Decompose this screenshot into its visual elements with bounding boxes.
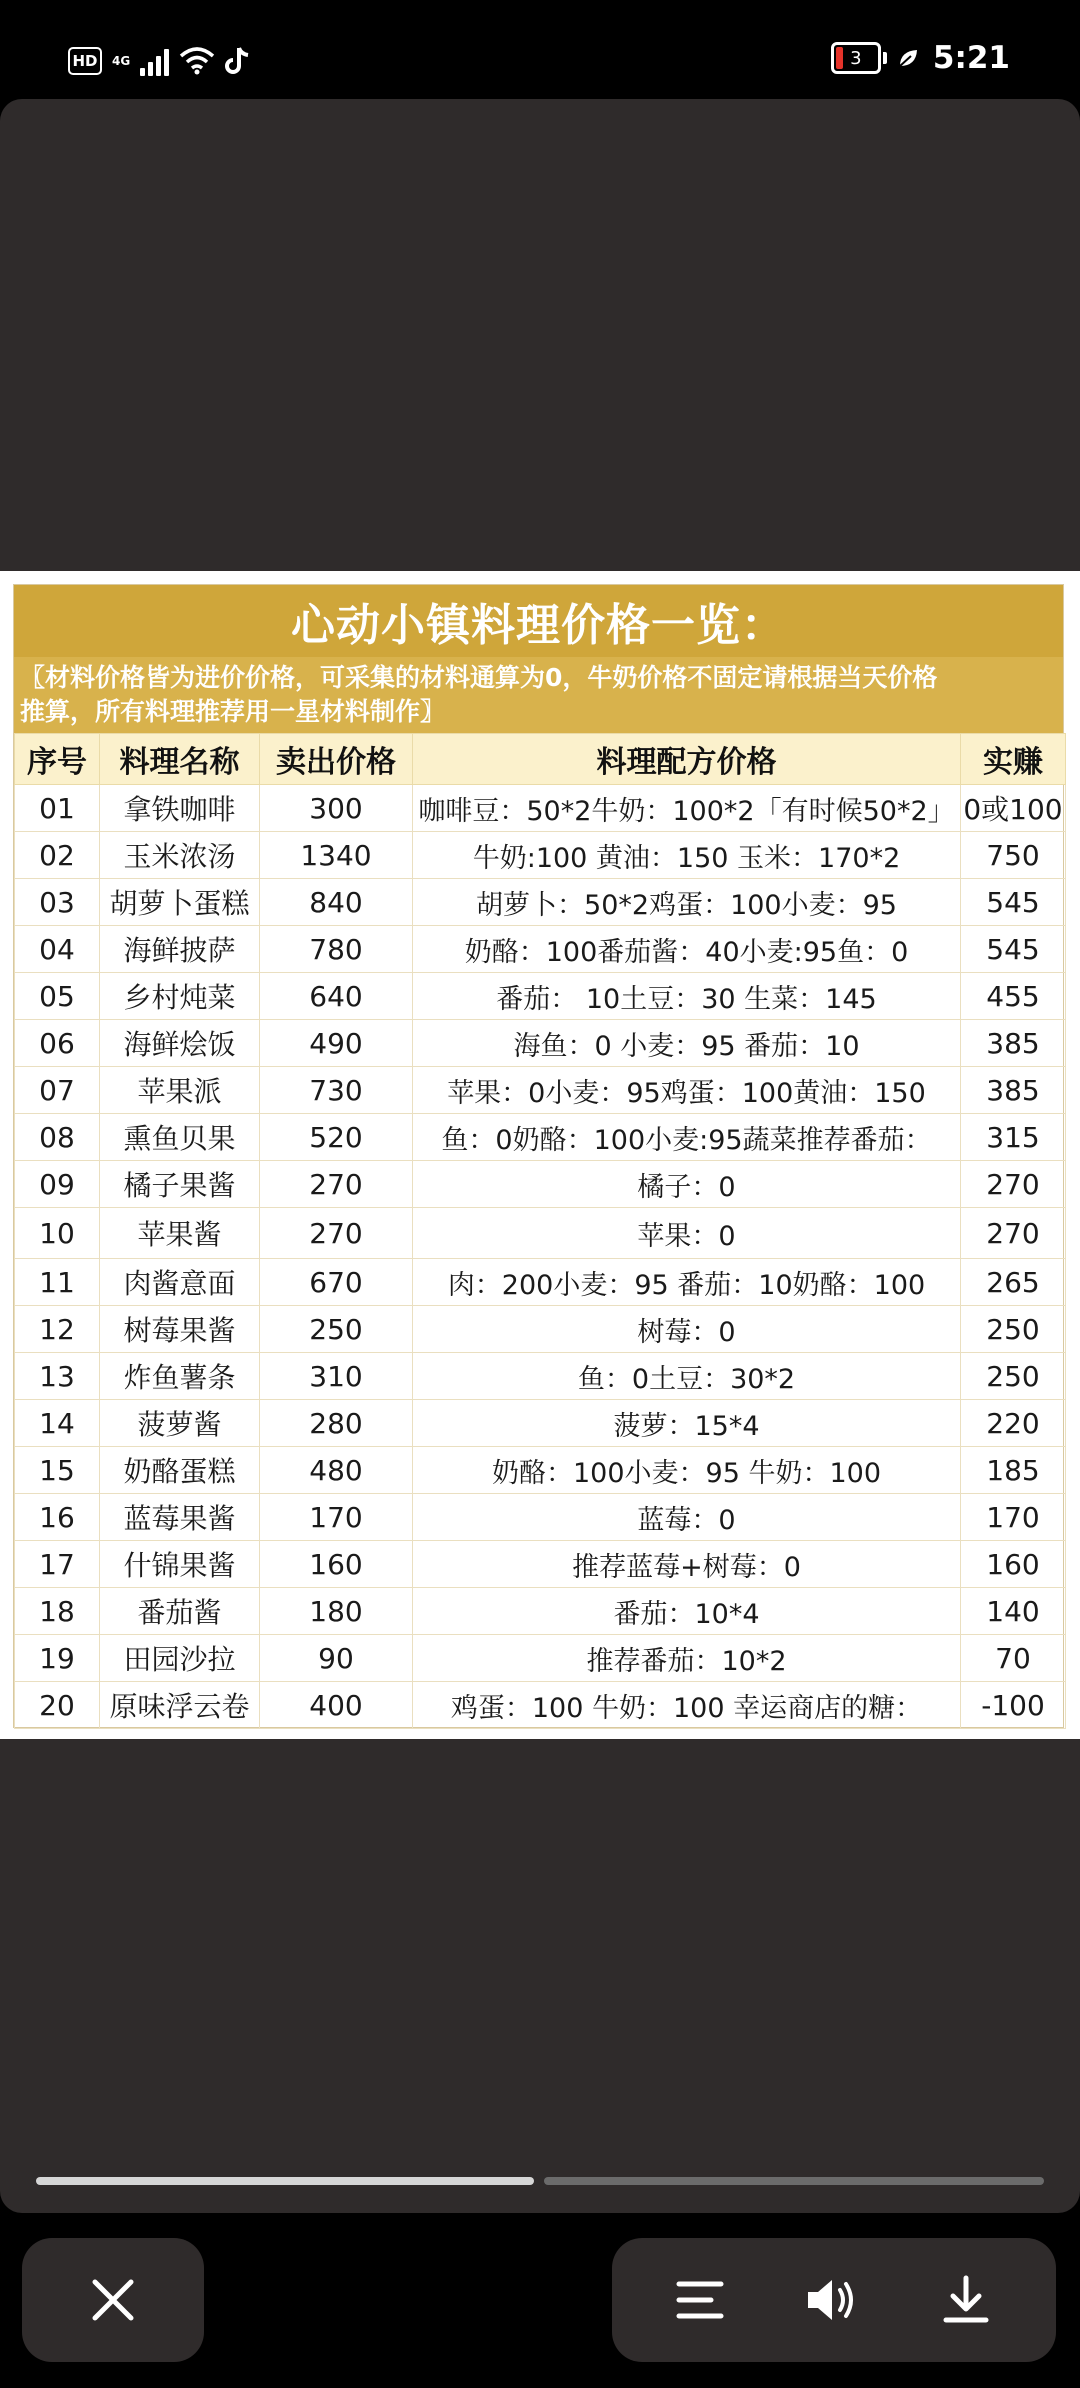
cell-profit: 315	[961, 1114, 1066, 1161]
header-index: 序号	[15, 734, 100, 785]
status-icons-right	[831, 40, 1010, 76]
table-row	[15, 1541, 1066, 1588]
cell-dish: 树莓果酱	[100, 1306, 260, 1353]
recipe-price-image[interactable]	[0, 571, 1080, 1739]
header-sell-price: 卖出价格	[260, 734, 413, 785]
table-row	[15, 1020, 1066, 1067]
table-row	[15, 1208, 1066, 1259]
cell-dish: 胡萝卜蛋糕	[100, 879, 260, 926]
cell-price: 1340	[260, 832, 413, 879]
cell-index: 17	[15, 1541, 100, 1588]
download-icon	[941, 2274, 991, 2326]
cell-index: 05	[15, 973, 100, 1020]
cell-dish: 苹果派	[100, 1067, 260, 1114]
viewer-controls	[612, 2238, 1056, 2362]
cell-recipe: 奶酪：100番茄酱：40小麦:95鱼：0	[413, 926, 961, 973]
table-row	[15, 1161, 1066, 1208]
cell-dish: 玉米浓汤	[100, 832, 260, 879]
cell-profit: 750	[961, 832, 1066, 879]
cell-profit: 545	[961, 926, 1066, 973]
hd-badge: HD	[68, 47, 102, 75]
recipe-table	[14, 733, 1066, 1729]
cell-recipe: 树莓：0	[413, 1306, 961, 1353]
cell-index: 13	[15, 1353, 100, 1400]
cell-profit: 220	[961, 1400, 1066, 1447]
table-row	[15, 973, 1066, 1020]
cell-profit: 385	[961, 1020, 1066, 1067]
image-progress-indicator[interactable]	[36, 2177, 1044, 2187]
cell-price: 310	[260, 1353, 413, 1400]
cell-index: 15	[15, 1447, 100, 1494]
cell-recipe: 苹果：0	[413, 1208, 961, 1259]
cell-dish: 菠萝酱	[100, 1400, 260, 1447]
table-row	[15, 1682, 1066, 1729]
cell-dish: 田园沙拉	[100, 1635, 260, 1682]
cell-price: 280	[260, 1400, 413, 1447]
cell-price: 160	[260, 1541, 413, 1588]
cell-price: 670	[260, 1259, 413, 1306]
cell-recipe: 鸡蛋：100 牛奶：100 幸运商店的糖：	[413, 1682, 961, 1729]
cell-price: 480	[260, 1447, 413, 1494]
cell-index: 18	[15, 1588, 100, 1635]
volume-icon	[804, 2276, 860, 2324]
header-dish: 料理名称	[100, 734, 260, 785]
cell-dish: 蓝莓果酱	[100, 1494, 260, 1541]
cell-recipe: 牛奶:100 黄油：150 玉米：170*2	[413, 832, 961, 879]
table-row	[15, 926, 1066, 973]
cell-dish: 拿铁咖啡	[100, 785, 260, 832]
cell-profit: 545	[961, 879, 1066, 926]
signal-icon	[140, 46, 169, 76]
close-icon	[91, 2278, 135, 2322]
table-row	[15, 1114, 1066, 1161]
cell-dish: 什锦果酱	[100, 1541, 260, 1588]
price-sheet	[13, 584, 1064, 1728]
cell-recipe: 蓝莓：0	[413, 1494, 961, 1541]
cell-profit: 140	[961, 1588, 1066, 1635]
sheet-title: 心动小镇料理价格一览：	[14, 585, 1063, 657]
table-row	[15, 1067, 1066, 1114]
cell-profit: -100	[961, 1682, 1066, 1729]
cell-price: 170	[260, 1494, 413, 1541]
cell-index: 03	[15, 879, 100, 926]
cell-index: 02	[15, 832, 100, 879]
table-row	[15, 1447, 1066, 1494]
leaf-icon	[897, 47, 919, 69]
table-row	[15, 1306, 1066, 1353]
cell-price: 270	[260, 1208, 413, 1259]
cell-recipe: 菠萝：15*4	[413, 1400, 961, 1447]
cell-index: 20	[15, 1682, 100, 1729]
cell-price: 780	[260, 926, 413, 973]
cell-dish: 海鲜烩饭	[100, 1020, 260, 1067]
cell-recipe: 番茄： 10土豆：30 生菜：145	[413, 973, 961, 1020]
menu-button[interactable]	[640, 2238, 760, 2362]
progress-segment-1[interactable]	[36, 2177, 534, 2185]
download-button[interactable]	[906, 2238, 1026, 2362]
cell-price: 180	[260, 1588, 413, 1635]
cell-profit: 70	[961, 1635, 1066, 1682]
table-row	[15, 832, 1066, 879]
cell-recipe: 奶酪：100小麦：95 牛奶：100	[413, 1447, 961, 1494]
table-row	[15, 1400, 1066, 1447]
cell-recipe: 苹果：0小麦：95鸡蛋：100黄油：150	[413, 1067, 961, 1114]
cell-profit: 160	[961, 1541, 1066, 1588]
cell-price: 300	[260, 785, 413, 832]
cell-dish: 橘子果酱	[100, 1161, 260, 1208]
table-row	[15, 1353, 1066, 1400]
cell-recipe: 推荐番茄：10*2	[413, 1635, 961, 1682]
cell-dish: 炸鱼薯条	[100, 1353, 260, 1400]
cell-dish: 海鲜披萨	[100, 926, 260, 973]
battery-icon	[831, 42, 881, 74]
clock: 5:21	[932, 40, 1010, 76]
cell-price: 90	[260, 1635, 413, 1682]
cell-recipe: 咖啡豆：50*2牛奶：100*2「有时候50*2」	[413, 785, 961, 832]
progress-segment-2[interactable]	[544, 2177, 1044, 2185]
header-recipe-cost: 料理配方价格	[413, 734, 961, 785]
cell-index: 11	[15, 1259, 100, 1306]
status-icons-left	[68, 46, 251, 76]
table-row	[15, 879, 1066, 926]
cell-recipe: 胡萝卜：50*2鸡蛋：100小麦：95	[413, 879, 961, 926]
cell-index: 12	[15, 1306, 100, 1353]
cell-index: 07	[15, 1067, 100, 1114]
cell-index: 08	[15, 1114, 100, 1161]
cell-price: 270	[260, 1161, 413, 1208]
cell-price: 400	[260, 1682, 413, 1729]
cell-dish: 肉酱意面	[100, 1259, 260, 1306]
cell-index: 01	[15, 785, 100, 832]
cell-profit: 170	[961, 1494, 1066, 1541]
cell-dish: 番茄酱	[100, 1588, 260, 1635]
header-profit: 实赚	[961, 734, 1066, 785]
cell-index: 04	[15, 926, 100, 973]
cell-price: 250	[260, 1306, 413, 1353]
close-button[interactable]	[22, 2238, 204, 2362]
cell-profit: 270	[961, 1208, 1066, 1259]
cell-dish: 乡村炖菜	[100, 973, 260, 1020]
cell-profit: 185	[961, 1447, 1066, 1494]
cell-recipe: 番茄：10*4	[413, 1588, 961, 1635]
battery-tip	[883, 52, 887, 64]
cell-price: 490	[260, 1020, 413, 1067]
cell-index: 19	[15, 1635, 100, 1682]
table-row	[15, 1635, 1066, 1682]
battery-level: 3	[850, 47, 862, 69]
wifi-icon	[179, 46, 215, 76]
cell-index: 10	[15, 1208, 100, 1259]
cell-dish: 奶酪蛋糕	[100, 1447, 260, 1494]
cell-index: 14	[15, 1400, 100, 1447]
cell-price: 840	[260, 879, 413, 926]
cell-index: 09	[15, 1161, 100, 1208]
cell-profit: 265	[961, 1259, 1066, 1306]
cell-recipe: 鱼：0土豆：30*2	[413, 1353, 961, 1400]
table-row	[15, 1259, 1066, 1306]
cell-profit: 0或100	[961, 785, 1066, 832]
cell-profit: 250	[961, 1353, 1066, 1400]
cell-profit: 385	[961, 1067, 1066, 1114]
image-viewer[interactable]	[0, 99, 1080, 2213]
cell-price: 730	[260, 1067, 413, 1114]
menu-icon	[675, 2278, 725, 2322]
cell-profit: 270	[961, 1161, 1066, 1208]
table-row	[15, 1588, 1066, 1635]
cell-profit: 455	[961, 973, 1066, 1020]
cell-index: 06	[15, 1020, 100, 1067]
cell-recipe: 橘子：0	[413, 1161, 961, 1208]
note-line-1: 〖材料价格皆为进价价格，可采集的材料通算为0，牛奶价格不固定请根据当天价格	[20, 663, 938, 692]
tiktok-icon	[225, 46, 251, 76]
cell-recipe: 海鱼：0 小麦：95 番茄：10	[413, 1020, 961, 1067]
cell-profit: 250	[961, 1306, 1066, 1353]
cell-price: 640	[260, 973, 413, 1020]
status-bar	[0, 0, 1080, 100]
cell-recipe: 鱼：0奶酪：100小麦:95蔬菜推荐番茄：	[413, 1114, 961, 1161]
note-line-2: 推算，所有料理推荐用一星材料制作〗	[20, 697, 446, 726]
table-header-row	[15, 734, 1066, 785]
network-type: 4G	[112, 54, 131, 68]
cell-dish: 熏鱼贝果	[100, 1114, 260, 1161]
sound-button[interactable]	[772, 2238, 892, 2362]
table-row	[15, 1494, 1066, 1541]
cell-recipe: 推荐蓝莓+树莓：0	[413, 1541, 961, 1588]
cell-index: 16	[15, 1494, 100, 1541]
cell-price: 520	[260, 1114, 413, 1161]
table-row	[15, 785, 1066, 832]
cell-dish: 苹果酱	[100, 1208, 260, 1259]
cell-dish: 原味浮云卷	[100, 1682, 260, 1729]
sheet-note	[14, 657, 1063, 733]
cell-recipe: 肉：200小麦：95 番茄：10奶酪：100	[413, 1259, 961, 1306]
